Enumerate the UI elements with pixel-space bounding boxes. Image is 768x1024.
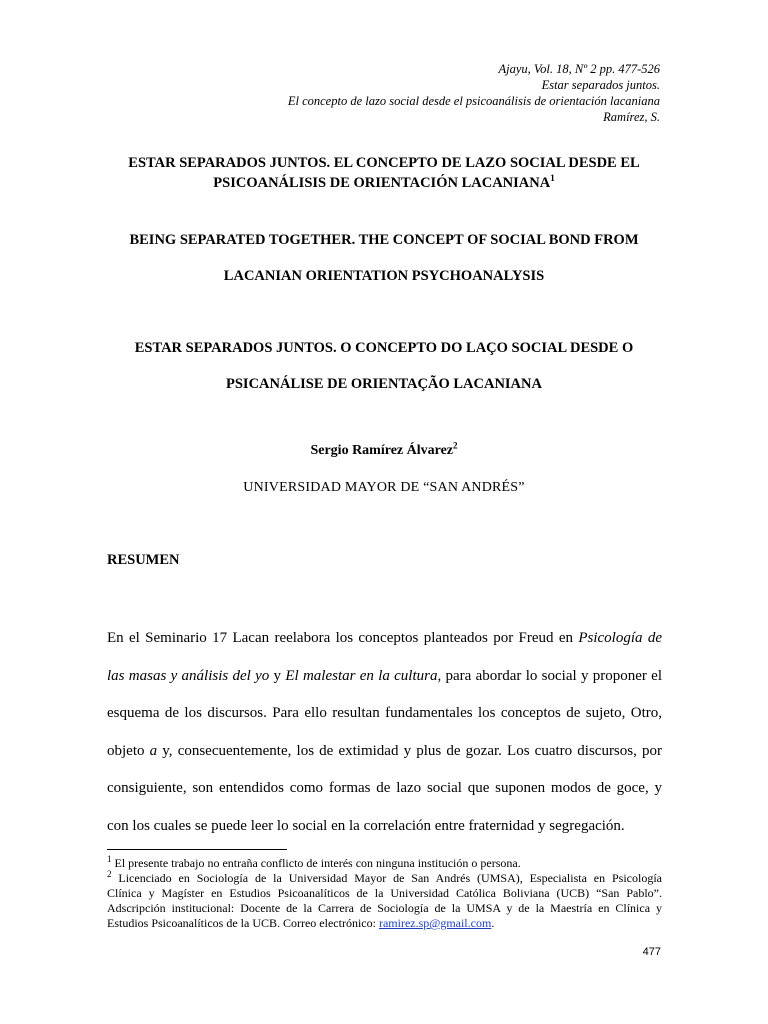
footnote-2-line: Adscripción institucional: Docente de la Carrera de Sociología de la UMSA y de la Maestría en Clínica y xyxy=(107,901,662,915)
footnote-2-line xyxy=(107,916,662,931)
title-english-line2: LACANIAN ORIENTATION PSYCHOANALYSIS xyxy=(223,268,545,284)
abstract-line: consiguiente, son entendidos como formas de lazo social que suponen modos de goce, y xyxy=(107,780,662,797)
author-name: Sergio Ramírez Álvarez xyxy=(310,443,454,458)
abstract-heading: RESUMEN xyxy=(107,552,180,568)
title-spanish xyxy=(0,153,768,193)
footnote-2-text: . xyxy=(491,916,495,930)
running-author: Ramírez, S. xyxy=(603,110,660,124)
footnote-2 xyxy=(107,871,662,931)
abstract-body xyxy=(107,620,662,846)
email-link[interactable]: ramirez.sp@gmail.com xyxy=(378,916,492,930)
footnote-1-text: El presente trabajo no entraña conflicto de interés con ninguna institución o persona. xyxy=(111,856,521,870)
footnote-mark-2[interactable]: 2 xyxy=(453,440,458,451)
abstract-text: En el Seminario 17 Lacan reelabora los conceptos planteados por Freud en xyxy=(107,630,579,646)
footnotes xyxy=(107,856,662,931)
footnote-2-text: Licenciado en Sociología de la Universidad Mayor de San Andrés (UMSA), Especialista en Psicología xyxy=(111,871,662,885)
abstract-line: esquema de los discursos. Para ello resultan fundamentales los conceptos de sujeto, Otro, xyxy=(107,705,662,722)
footnote-1 xyxy=(107,856,662,871)
abstract-text: y, consecuentemente, los de extimidad y plus de gozar. Los cuatro discursos, por xyxy=(157,742,662,759)
abstract-line: con los cuales se puede leer lo social en la correlación entre fraternidad y segregación. xyxy=(107,817,625,834)
abstract-text: , para abordar lo social y proponer el xyxy=(437,667,662,684)
title-portuguese-line1: ESTAR SEPARADOS JUNTOS. O CONCEPTO DO LAÇO SOCIAL DESDE O xyxy=(134,340,634,356)
footnote-mark-1[interactable]: 1 xyxy=(550,173,555,184)
title-english-line1: BEING SEPARATED TOGETHER. THE CONCEPT OF SOCIAL BOND FROM xyxy=(129,232,639,248)
footnote-2-text: Estudios Psicoanalíticos de la UCB. Correo electrónico: xyxy=(107,916,379,930)
title-spanish-line2-wrap xyxy=(0,173,768,193)
footnote-1-mark: 1 xyxy=(107,854,112,864)
footnote-2-line: Clínica y Magíster en Estudios Psicoanalíticos de la Universidad Católica Boliviana (UCB) “San Pablo”. xyxy=(107,886,662,900)
abstract-italic-text: las masas y análisis del yo xyxy=(107,667,270,684)
abstract-text: objeto xyxy=(107,742,150,759)
abstract-text: y xyxy=(269,667,286,684)
abstract-italic-text: El malestar en la cultura xyxy=(285,667,438,684)
title-portuguese-line2: PSICANÁLISE DE ORIENTAÇÃO LACANIANA xyxy=(226,376,542,392)
page-number: 477 xyxy=(642,946,661,958)
abstract-italic-text: a xyxy=(149,742,158,759)
title-spanish-line1: ESTAR SEPARADOS JUNTOS. EL CONCEPTO DE LAZO SOCIAL DESDE EL xyxy=(128,155,640,171)
running-subtitle: El concepto de lazo social desde el psicoanálisis de orientación lacaniana xyxy=(287,94,660,108)
footnote-separator xyxy=(107,849,287,850)
title-spanish-line2: PSICOANÁLISIS DE ORIENTACIÓN LACANIANA xyxy=(213,175,551,191)
abstract-italic-text: Psicología de xyxy=(578,630,662,646)
author-byline xyxy=(0,440,768,459)
footnote-2-mark: 2 xyxy=(107,869,112,879)
abstract-line xyxy=(107,658,662,696)
footnote-2-line xyxy=(107,871,662,886)
journal-citation: Ajayu, Vol. 18, Nº 2 pp. 477-526 xyxy=(498,62,660,76)
author-institution: UNIVERSIDAD MAYOR DE “SAN ANDRÉS” xyxy=(243,480,525,495)
running-short-title: Estar separados juntos. xyxy=(541,78,660,92)
running-header xyxy=(288,61,660,125)
abstract-line xyxy=(107,620,662,658)
abstract-line xyxy=(107,733,662,771)
